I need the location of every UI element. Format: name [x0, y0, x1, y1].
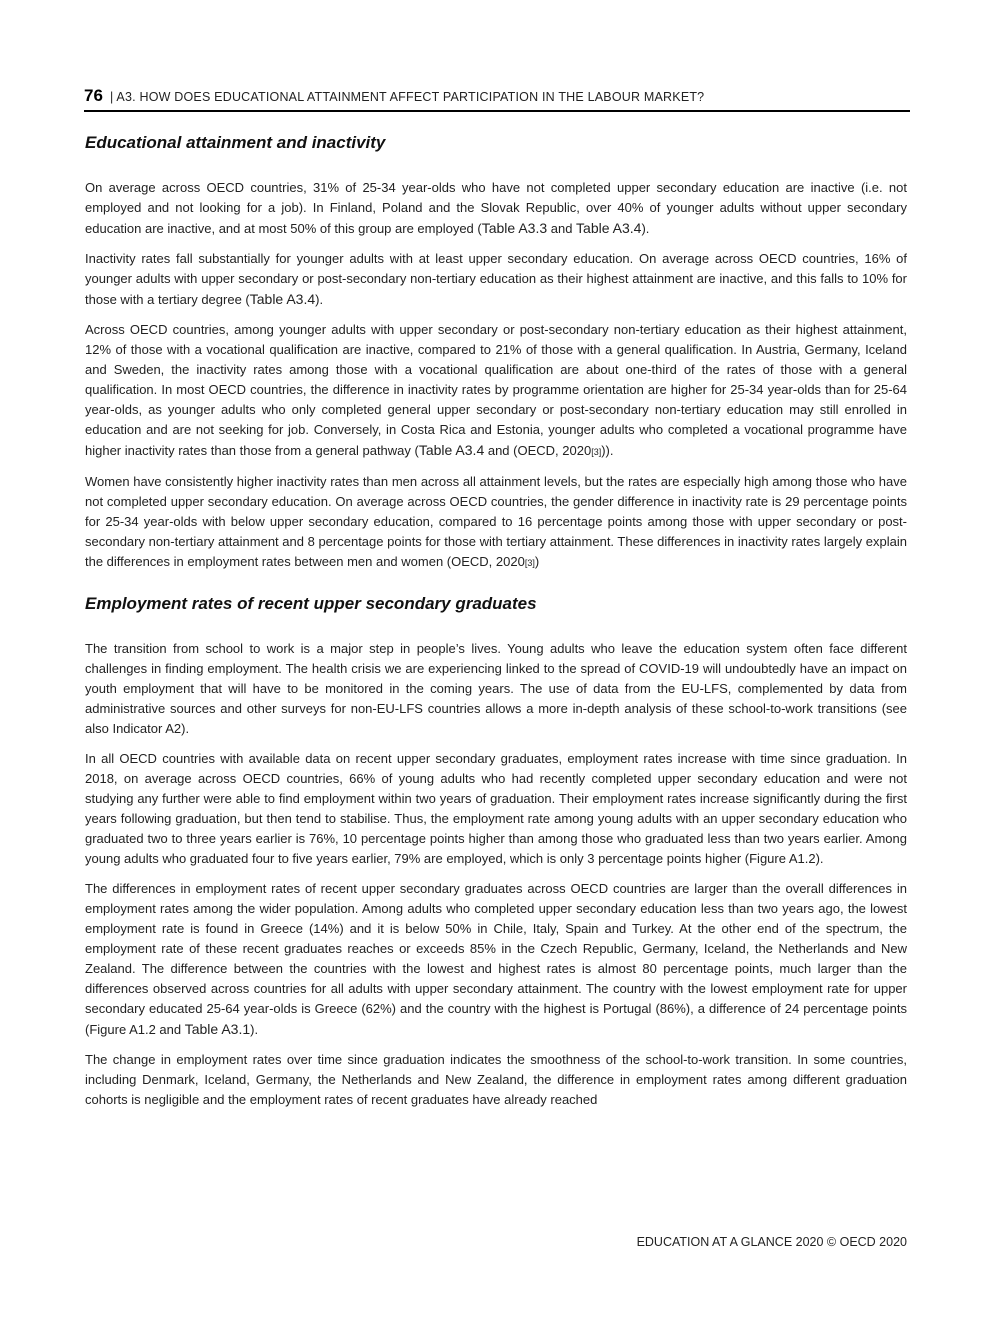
- paragraph: Across OECD countries, among younger adults with upper secondary or post-secondary non-tertiary education as their highest attainment, 12% of those with a vocational qualification are inactive, compared to 21% of those with a general qualification. In Austria, Germany, Iceland and Sweden, the inactivity rates among those with a vocational qualification are about one-third of the rates of those with a general qualification. In most OECD countries, the difference in inactivity rates by programme orientation are higher for 25-34 year-olds than for 25-64 year-olds, as younger adults who only completed general upper secondary or post-secondary non-tertiary education may still enrolled in education and are not seeking for job. Conversely, in Costa Rica and Estonia, younger adults who completed a vocational programme have higher inactivity rates than those from a general pathway (Table A3.4 and (OECD, 2020[3])).: [85, 322, 907, 458]
- main-content: [85, 130, 907, 1120]
- section-heading-inactivity: Educational attainment and inactivity: [85, 133, 386, 152]
- table-link[interactable]: Table A3.3: [481, 220, 548, 236]
- citation-ref[interactable]: [3]: [591, 447, 602, 457]
- paragraph: The change in employment rates over time since graduation indicates the smoothness of the school-to-work transition. In some countries, including Denmark, Iceland, Germany, the Netherlands and New Zealand, the difference in employment rates among different graduation cohorts is negligible and the employment rates of recent graduates have already reached: [85, 1052, 907, 1107]
- page-footer: EDUCATION AT A GLANCE 2020 © OECD 2020: [636, 1235, 907, 1249]
- paragraph: The transition from school to work is a major step in people’s lives. Young adults who leave the education system often face different challenges in finding employment. The health crisis we are experiencing linked to the spread of COVID-19 will undoubtedly have an impact on youth employment that will have to be monitored in the coming years. The use of data from the EU-LFS, complemented by data from administrative sources and other surveys for non-EU-LFS countries allows a more in-depth analysis of these school-to-work transitions (see also Indicator A2).: [85, 641, 907, 736]
- paragraph: Inactivity rates fall substantially for younger adults with at least upper secondary education. On average across OECD countries, 16% of younger adults with upper secondary or post-secondary non-tertiary education as their highest attainment are inactive, and this falls to 10% for those with a tertiary degree (Table A3.4).: [85, 251, 907, 307]
- table-link[interactable]: Table A3.4: [418, 442, 485, 458]
- citation-link[interactable]: and (OECD, 2020: [484, 443, 592, 458]
- page-header: [84, 86, 910, 112]
- paragraph: Women have consistently higher inactivity rates than men across all attainment levels, but the rates are especially high among those who have not completed upper secondary education. On average across OECD countries, the gender difference in inactivity rate is 29 percentage points for 25-34 year-olds with below upper secondary education, compared to 16 percentage points among those with upper secondary or post-secondary non-tertiary attainment and 8 percentage points for those with tertiary attainment. These differences in inactivity rates largely explain the differences in employment rates between men and women (OECD, 2020[3]): [85, 474, 907, 569]
- chapter-title: | A3. HOW DOES EDUCATIONAL ATTAINMENT AFFECT PARTICIPATION IN THE LABOUR MARKET?: [110, 90, 705, 104]
- table-link[interactable]: Table A3.4: [576, 220, 642, 236]
- paragraph: The differences in employment rates of recent upper secondary graduates across OECD countries are larger than the overall differences in employment rates among the wider population. Among adults who completed upper secondary education less than two years ago, the lowest employment rate is found in Greece (14%) and it is below 50% in Chile, Italy, Spain and Turkey. At the other end of the spectrum, the employment rate of these recent graduates reaches or exceeds 85% in the Czech Republic, Germany, Iceland, the Netherlands and New Zealand. The difference between the countries with the lowest and highest rates is almost 80 percentage points, much larger than the differences observed across countries for all adults with upper secondary attainment. The country with the lowest employment rate for upper secondary educated 25-64 year-olds is Greece (62%) and the country with the highest is Portugal (86%), a difference of 24 percentage points (Figure A1.2 and Table A3.1).: [85, 881, 907, 1037]
- paragraph: On average across OECD countries, 31% of 25-34 year-olds who have not completed upper secondary education are inactive (i.e. not employed and not looking for a job). In Finland, Poland and the Slovak Republic, over 40% of younger adults without upper secondary education are inactive, and at most 50% of this group are employed (Table A3.3 and Table A3.4).: [85, 180, 907, 236]
- page-number: 76: [84, 86, 103, 105]
- table-link[interactable]: Table A3.4: [249, 291, 316, 307]
- table-link[interactable]: Table A3.1: [184, 1021, 251, 1037]
- paragraph: In all OECD countries with available data on recent upper secondary graduates, employment rates increase with time since graduation. In 2018, on average across OECD countries, 66% of young adults who had recently completed upper secondary education and were not studying any further were able to find employment within two years of graduation. Their employment rates increase significantly during the first years following graduation, but then tend to stabilise. Thus, the employment rate among young adults with an upper secondary education who graduated two to three years earlier is 76%, 10 percentage points higher than among those who graduated less than two years earlier. Among young adults who graduated four to five years earlier, 79% are employed, which is only 3 percentage points higher (Figure A1.2).: [85, 751, 907, 866]
- section-heading-employment: Employment rates of recent upper secondary graduates: [85, 594, 537, 613]
- citation-ref[interactable]: [3]: [524, 558, 535, 568]
